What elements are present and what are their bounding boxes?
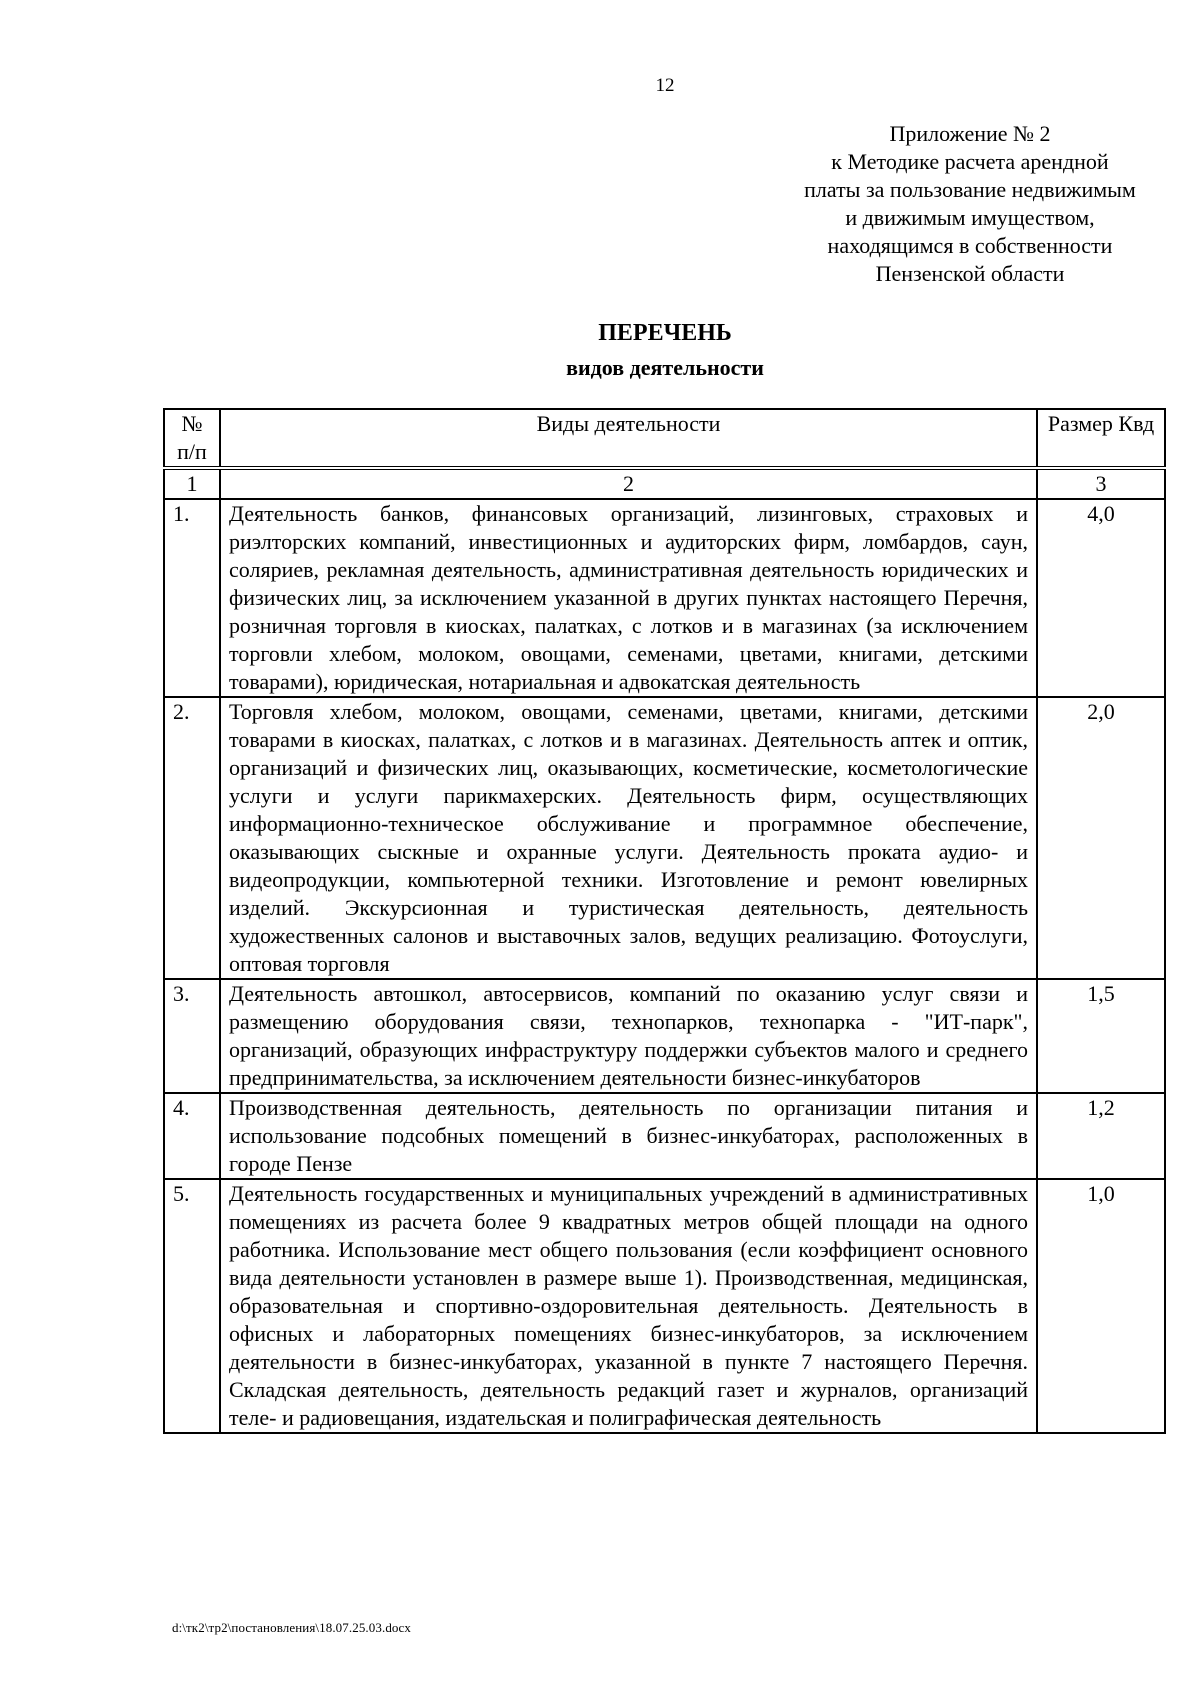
header-activity: Виды деятельности	[220, 409, 1037, 468]
row-coefficient: 2,0	[1037, 697, 1165, 979]
table-row	[164, 1179, 1165, 1433]
row-number: 5.	[164, 1179, 220, 1433]
table-row	[164, 979, 1165, 1093]
appendix-line: и движимым имуществом,	[845, 205, 1095, 230]
index-cell: 2	[220, 468, 1037, 499]
table-row	[164, 499, 1165, 697]
appendix-line: платы за пользование недвижимым	[804, 177, 1136, 202]
row-activity: Деятельность банков, финансовых организаций, лизинговых, страховых и риэлторских компаний, инвестиционных и аудиторских фирм, ломбардов, саун, соляриев, рекламная деятельность, административная деятельность юридических и физических лиц, за исключением указанной в других пунктах настоящего Перечня, розничная торговля в киосках, палатках, с лотков и в магазинах (за исключением торговли хлебом, молоком, овощами, семенами, цветами, книгами, детскими товарами), юридическая, нотариальная и адвокатская деятельность	[220, 499, 1037, 697]
row-activity: Торговля хлебом, молоком, овощами, семенами, цветами, книгами, детскими товарами в киосках, палатках, с лотков и в магазинах. Деятельность аптек и оптик, организаций и физических лиц, оказывающих, косметические, косметологические услуги и услуги парикмахерских. Деятельность фирм, осуществляющих информационно-техническое обслуживание и программное обеспечение, оказывающих сыскные и охранные услуги. Деятельность проката аудио- и видеопродукции, компьютерной техники. Изготовление и ремонт ювелирных изделий. Экскурсионная и туристическая деятельность, деятельность художественных салонов и выставочных залов, ведущих реализацию. Фотоуслуги, оптовая торговля	[220, 697, 1037, 979]
row-coefficient: 1,5	[1037, 979, 1165, 1093]
row-coefficient: 4,0	[1037, 499, 1165, 697]
row-activity: Деятельность автошкол, автосервисов, компаний по оказанию услуг связи и размещению оборудования связи, технопарков, технопарка - "ИТ-парк", организаций, образующих инфраструктуру поддержки субъектов малого и среднего предпринимательства, за исключением деятельности бизнес-инкубаторов	[220, 979, 1037, 1093]
row-activity: Деятельность государственных и муниципальных учреждений в административных помещениях из расчета более 9 квадратных метров общей площади на одного работника. Использование мест общего пользования (если коэффициент основного вида деятельности установлен в размере выше 1). Производственная, медицинская, образовательная и спортивно-оздоровительная деятельность. Деятельность в офисных и лабораторных помещениях бизнес-инкубаторов, за исключением деятельности в бизнес-инкубаторах, указанной в пункте 7 настоящего Перечня. Складская деятельность, деятельность редакций газет и журналов, организаций теле- и радиовещания, издательская и полиграфическая деятельность	[220, 1179, 1037, 1433]
appendix-line: Пензенской области	[875, 261, 1065, 286]
table-row	[164, 1093, 1165, 1179]
appendix-line: к Методике расчета арендной	[831, 149, 1109, 174]
row-number: 3.	[164, 979, 220, 1093]
row-coefficient: 1,0	[1037, 1179, 1165, 1433]
table-index-row	[164, 468, 1165, 499]
index-cell: 1	[164, 468, 220, 499]
file-path-footer: d:\тк2\тр2\постановления\18.07.25.03.docx	[172, 1620, 412, 1635]
row-number: 2.	[164, 697, 220, 979]
document-subtitle: видов деятельности	[566, 355, 764, 380]
appendix-line: Приложение № 2	[889, 121, 1051, 146]
table-header-row	[164, 409, 1165, 468]
activities-table	[163, 408, 1166, 1434]
header-coefficient: Размер Квд	[1037, 409, 1165, 468]
appendix-header	[760, 120, 1180, 288]
row-number: 1.	[164, 499, 220, 697]
row-number: 4.	[164, 1093, 220, 1179]
appendix-line: находящимся в собственности	[827, 233, 1113, 258]
header-number: № п/п	[164, 409, 220, 468]
document-title: ПЕРЕЧЕНЬ	[598, 320, 732, 346]
page-number: 12	[655, 75, 675, 96]
row-coefficient: 1,2	[1037, 1093, 1165, 1179]
row-activity: Производственная деятельность, деятельность по организации питания и использование подсобных помещений в бизнес-инкубаторах, расположенных в городе Пензе	[220, 1093, 1037, 1179]
index-cell: 3	[1037, 468, 1165, 499]
table-row	[164, 697, 1165, 979]
